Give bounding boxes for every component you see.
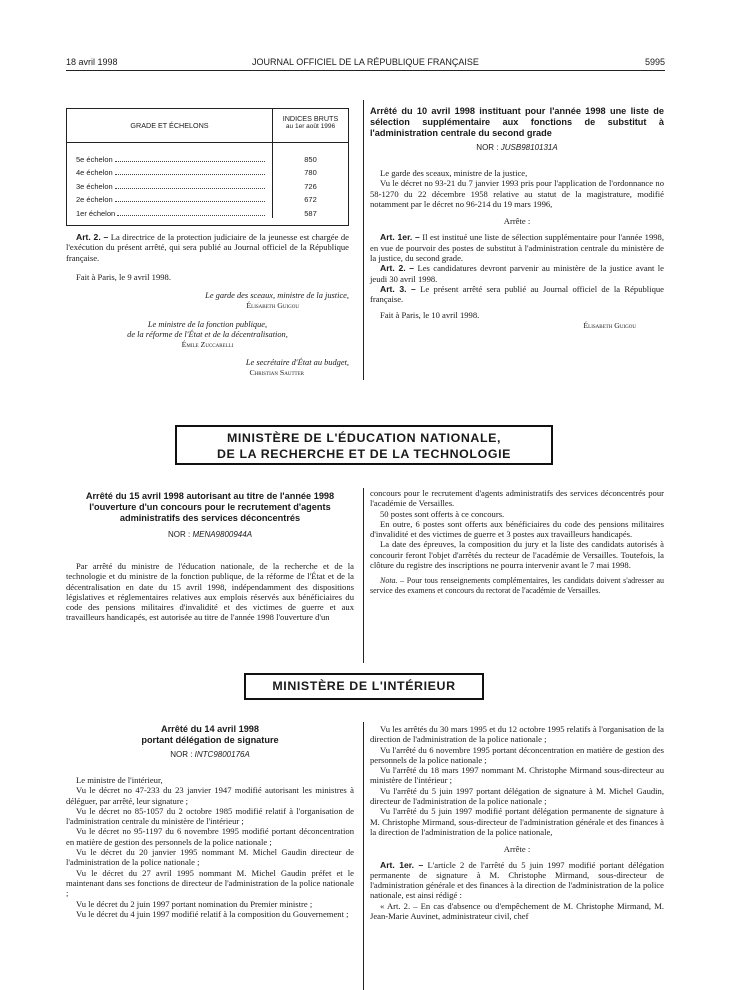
grade-column-header: GRADE ET ÉCHELONS — [67, 109, 273, 142]
grade-table — [66, 108, 349, 226]
paragraph: Vu l'arrêté du 18 mars 1997 nommant M. Christophe Mirmand sous-directeur au ministère de l'intérieur ; — [370, 765, 664, 786]
grade-row-label: 5e échelon — [76, 154, 113, 164]
signature-3-name: Christian Sautter — [249, 367, 304, 377]
leader-dots — [115, 188, 265, 189]
nor-label: NOR : — [476, 143, 499, 152]
interieur-left-paragraphs — [66, 775, 354, 919]
grade-row-value: 780 — [304, 168, 317, 177]
preamble-vu-decret: Vu le décret no 93-21 du 7 janvier 1993 pris pour l'application de l'ordonnance no 58-1270 du 22 décembre 1958 relative au statut de la magistrature, modifié notamment par le décret no 96-214 du 19 mars 1996, — [370, 178, 664, 209]
grade-labels — [67, 143, 273, 218]
index-column-title: INDICES BRUTS — [282, 114, 339, 123]
article-1-text: Il est institué une liste de sélection supplémentaire pour l'année 1998, en vue de pourvoir des postes de substitut à l'administration centrale du ministère de la justice, du second grade. — [370, 232, 664, 264]
article-3-paragraph — [370, 284, 664, 305]
leader-dots — [115, 161, 265, 162]
header-rule — [66, 70, 665, 71]
grade-row-value: 672 — [304, 195, 317, 204]
ministry-education-line-2: DE LA RECHERCHE ET DE LA TECHNOLOGIE — [217, 447, 511, 461]
paragraph: Vu l'arrêté du 5 juin 1997 portant délégation de signature à M. Michel Gaudin, directeur de l'administration de la police nationale ; — [370, 785, 664, 807]
grade-row-value: 850 — [304, 154, 317, 164]
nor-code: INTC9800176A — [194, 750, 250, 759]
grade-row — [76, 150, 268, 164]
arrete-label: Arrête : — [503, 216, 531, 227]
preamble-minister: Le garde des sceaux, ministre de la justice, — [380, 168, 528, 178]
article-2-quote: « Art. 2. – En cas d'absence ou d'empêchement de M. Christophe Mirmand, M. Jean-Marie Auvinet, administrateur civil, chef — [370, 900, 664, 922]
index-column-subtitle: au 1er août 1996 — [285, 123, 336, 130]
grade-row-label: 2e échelon — [76, 195, 113, 204]
nor-reference — [66, 750, 354, 759]
edu-paragraph-continued: concours pour le recrutement d'agents administratifs des services déconcentrés pour l'académie de Versailles. — [370, 488, 664, 509]
nota-text: Pour tous renseignements complémentaires, les candidats doivent s'adresser au service des examens et concours du rectorat de l'académie de Versailles. — [370, 576, 665, 595]
grade-row-label: 3e échelon — [76, 181, 113, 191]
education-right-block — [370, 488, 664, 595]
article-3-label: Art. 3. – — [380, 283, 416, 294]
paragraph: Le ministre de l'intérieur, — [76, 775, 163, 785]
signature-2-name: Émile Zuccarelli — [181, 340, 234, 350]
grade-row-label: 4e échelon — [76, 168, 113, 177]
article-1-label: Art. 1er. – — [380, 859, 424, 870]
ministry-interieur-line-1: MINISTÈRE DE L'INTÉRIEUR — [272, 679, 456, 693]
edu-paragraph-outre: En outre, 6 postes sont offerts aux bénéficiaires du code des pensions militaires d'invalidité et des victimes de guerre et 3 postes aux travailleurs handicapés. — [370, 518, 664, 540]
education-left-block — [66, 491, 354, 623]
article-2-text: Les candidatures devront parvenir au ministère de la justice avant le jeudi 30 avril 1998. — [370, 263, 664, 284]
paragraph: Vu le décret no 95-1197 du 6 novembre 1995 modifié portant déconcentration en matière de gestion des personnels de la police nationale ; — [66, 826, 354, 847]
paragraph: Vu le décret du 2 juin 1997 portant nomination du Premier ministre ; — [76, 898, 313, 909]
fait-a-paris: Fait à Paris, le 9 avril 1998. — [76, 271, 171, 282]
grade-row — [76, 164, 268, 178]
paragraph: Vu l'arrêté du 5 juin 1997 modifié portant délégation permanente de signature à M. Christophe Mirmand, sous-directeur de l'administration générale et des finances à la direction de l'administration de la police nationale, — [370, 806, 664, 837]
paragraph: Vu le décret no 47-233 du 23 janvier 1947 modifié autorisant les ministres à déléguer, par arrêté, leur signature ; — [66, 785, 354, 806]
column-divider — [363, 722, 364, 990]
nor-code: MENA9800944A — [192, 530, 253, 539]
article-1-text: L'article 2 de l'arrêté du 5 juin 1997 modifié portant délégation permanente de signature à M. Christophe Mirmand, sous-directeur de l'administration générale et des finances à la direction de l'administration de la police nationale, est ainsi rédigé : — [370, 859, 665, 901]
ministry-education-line-1: MINISTÈRE DE L'ÉDUCATION NATIONALE, — [226, 431, 502, 445]
article-2-text: La directrice de la protection judiciaire de la jeunesse est chargée de l'exécution du présent arrêté, qui sera publié au Journal officiel de la République française. — [66, 232, 349, 263]
article-2-paragraph — [370, 263, 664, 284]
header-journal-title: JOURNAL OFFICIEL DE LA RÉPUBLIQUE FRANÇAISE — [252, 57, 479, 67]
leader-dots — [115, 201, 265, 202]
right-top-block — [370, 106, 664, 331]
edu-paragraph-1: Par arrêté du ministre de l'éducation nationale, de la recherche et de la technologie et du ministre de la fonction publique, de la réforme de l'État et de la décentralisation en date du 15 avril 1998, indépendamment des dispositions législatives et réglementaires relatives aux emplois réservés aux bénéficiaires du code des pensions militaires d'invalidité et des victimes de guerre et aux travailleurs handicapés, est autorisée au titre de l'année 1998 l'ouverture d'un — [66, 561, 354, 623]
paragraph: Vu le décret du 20 janvier 1995 nommant M. Michel Gaudin directeur de l'administration de la police nationale ; — [66, 847, 354, 868]
article-2-paragraph — [66, 232, 349, 263]
signature-2-title-2: de la réforme de l'État et de la décentralisation, — [127, 330, 288, 340]
article-1-paragraph — [370, 232, 664, 263]
nor-reference — [66, 530, 354, 539]
nor-label: NOR : — [167, 530, 191, 539]
fait-a-paris: Fait à Paris, le 10 avril 1998. — [380, 309, 480, 320]
arrete-10-avril-title: Arrêté du 10 avril 1998 instituant pour l'année 1998 une liste de sélection supplémentaire aux fonctions de substitut à l'administration centrale du second grade — [370, 106, 664, 138]
interieur-right-block — [370, 724, 664, 921]
paragraph: Vu l'arrêté du 6 novembre 1995 portant déconcentration en matière de gestion des personnels de la police nationale ; — [370, 744, 664, 765]
article-1-paragraph — [370, 860, 664, 901]
article-3-text: Le présent arrêté sera publié au Journal officiel de la République française. — [370, 283, 664, 305]
grade-row — [76, 191, 268, 205]
signature-1-title: Le garde des sceaux, ministre de la justice, — [205, 291, 349, 301]
interieur-left-block — [66, 724, 354, 919]
nor-reference — [370, 143, 664, 152]
column-divider — [363, 100, 364, 380]
index-column-header — [273, 109, 348, 142]
grade-values — [273, 143, 348, 218]
arrete-14-avril-title-2: portant délégation de signature — [141, 735, 279, 745]
signature-name: Élisabeth Guigou — [583, 320, 636, 330]
grade-row-label: 1er échelon — [76, 208, 116, 218]
column-divider — [363, 488, 364, 663]
signature-1-name: Élisabeth Guigou — [246, 301, 299, 311]
paragraph: Vu le décret du 4 juin 1997 modifié relatif à la composition du Gouvernement ; — [76, 908, 349, 919]
article-2-label: Art. 2. – — [76, 232, 109, 242]
nor-code: JUSB9810131A — [500, 143, 558, 152]
paragraph: Vu les arrêtés du 30 mars 1995 et du 12 octobre 1995 relatifs à l'organisation de la direction de l'administration de la police nationale ; — [370, 724, 664, 745]
edu-nota — [370, 576, 664, 595]
grade-table-body — [67, 143, 348, 218]
arrete-14-avril-title-1: Arrêté du 14 avril 1998 — [160, 724, 260, 734]
article-1-label: Art. 1er. – — [380, 232, 420, 243]
leader-dots — [117, 215, 265, 216]
ministry-interieur-heading — [244, 673, 484, 700]
ministry-education-heading — [175, 425, 553, 465]
paragraph: Vu le décret du 27 avril 1995 nommant M. Michel Gaudin préfet et le maintenant dans ses fonctions de directeur de l'administration de la police nationale ; — [66, 867, 354, 899]
left-top-block — [66, 232, 349, 378]
arrete-label: Arrête : — [503, 844, 531, 855]
grade-row-value: 587 — [304, 208, 317, 218]
nor-label: NOR : — [170, 750, 193, 759]
nota-label: Nota. – — [380, 576, 405, 586]
arrete-15-avril-title: Arrêté du 15 avril 1998 autorisant au titre de l'année 1998 l'ouverture d'un concours pour le recrutement d'agents administratifs des services déconcentrés — [85, 491, 335, 523]
paragraph: Vu le décret no 85-1057 du 2 octobre 1985 modifié relatif à l'organisation de l'administration centrale du ministère de l'intérieur ; — [66, 805, 354, 827]
header-page-number: 5995 — [644, 57, 665, 67]
header-date: 18 avril 1998 — [66, 57, 118, 67]
interieur-right-paragraphs — [370, 724, 664, 837]
signature-2-title-1: Le ministre de la fonction publique, — [147, 319, 268, 329]
leader-dots — [115, 174, 265, 175]
signature-3-title: Le secrétaire d'État au budget, — [245, 357, 349, 367]
edu-paragraph-date: La date des épreuves, la composition du jury et la liste des candidats autorisés à concourir feront l'objet d'arrêtés du recteur de l'académie de Versailles. Toutefois, la clôture du registre des inscriptions ne pourra intervenir avant le 7 mai 1998. — [370, 539, 664, 571]
grade-row — [76, 177, 268, 191]
article-2-label: Art. 2. – — [380, 263, 415, 274]
edu-paragraph-postes: 50 postes sont offerts à ce concours. — [380, 508, 505, 519]
grade-row-value: 726 — [304, 181, 317, 191]
grade-row — [76, 204, 268, 218]
